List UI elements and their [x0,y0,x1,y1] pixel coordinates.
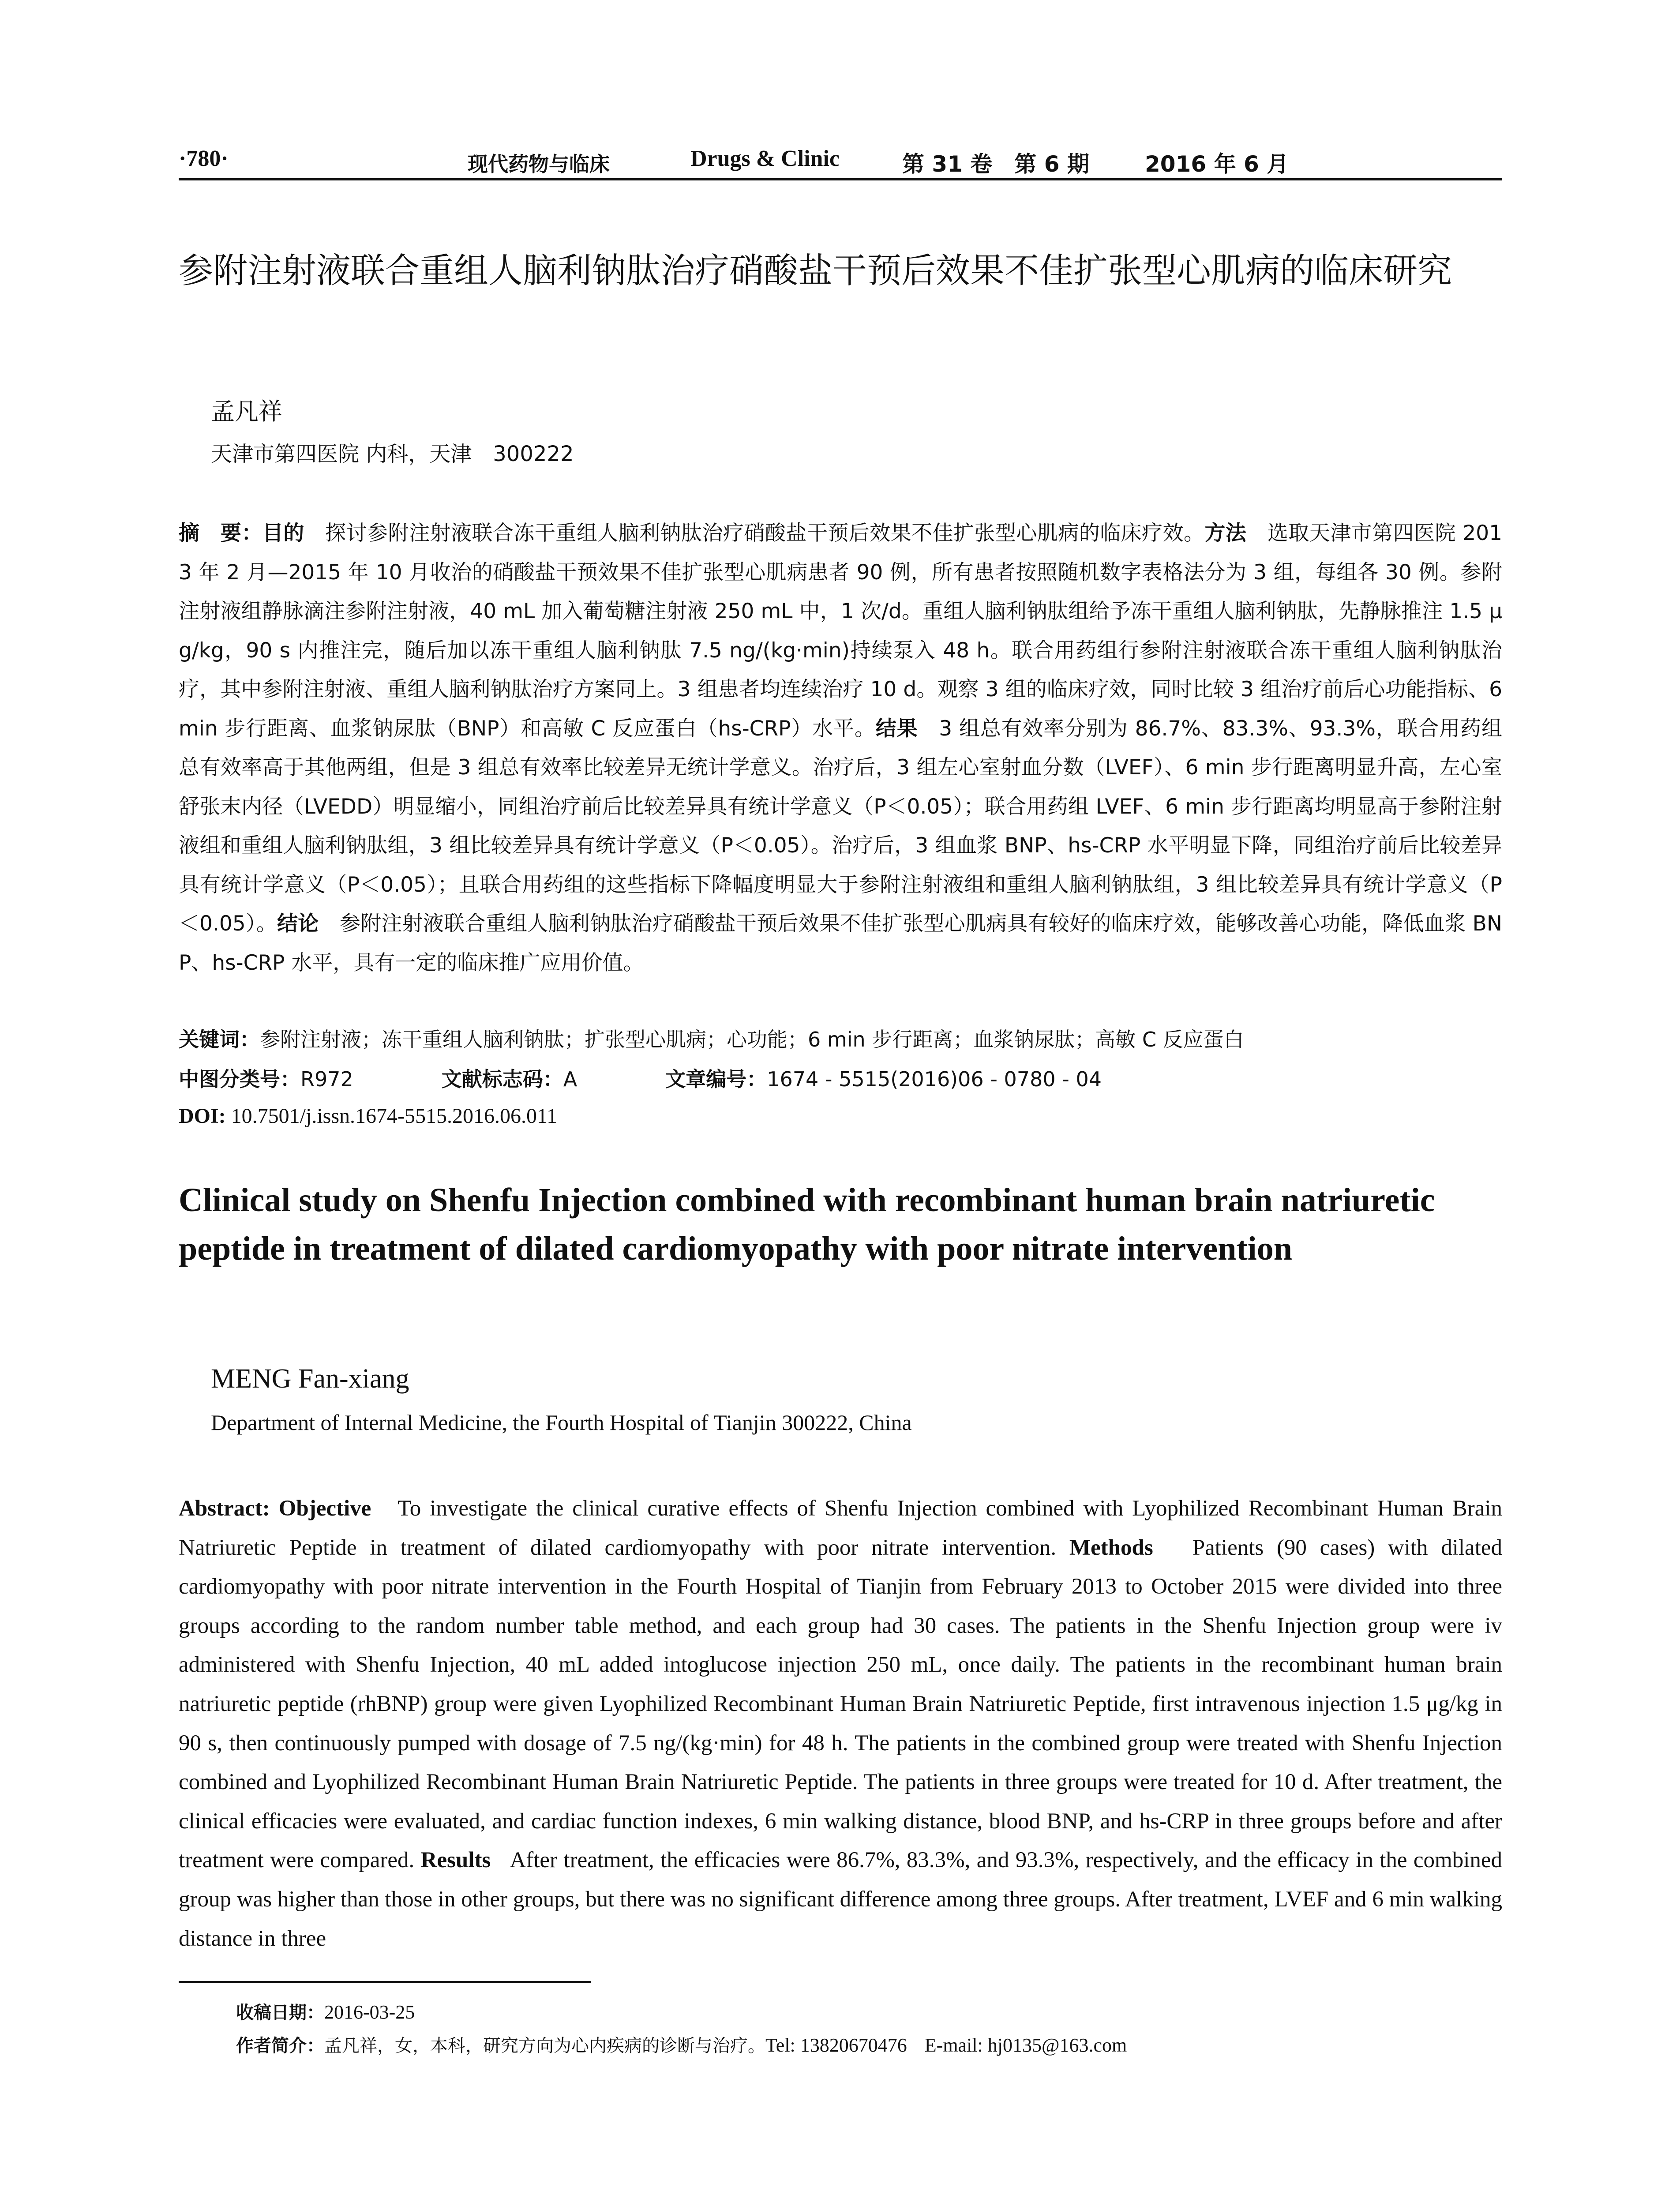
conclusion-text: 参附注射液联合重组人脑利钠肽治疗硝酸盐干预后效果不佳扩张型心肌病具有较好的临床疗效，能够改善心功能，降低血浆 BNP、hs-CRP 水平，具有一定的临床推广应用价值。 [179,912,1503,975]
conclusion-label: 结论 [277,912,319,936]
en-methods-text: Patients (90 cases) with dilated cardiomyopathy with poor nitrate intervention in the Fourth Hospital of Tianjin from February 2013 to October 2015 were divided into three groups according to the random number table method, and each group had 30 cases. The patients in the Shenfu Injection group were iv administered with Shenfu Injection, 40 mL added intoglucose injection 250 mL, once daily. The patients in the recombinant human brain natriuretic peptide (rhBNP) group were given Lyophilized Recombinant Human Brain Natriuretic Peptide, first intravenous injection 1.5 μg/kg in 90 s, then continuously pumped with dosage of 7.5 ng/(kg·min) for 48 h. The patients in the combined group were treated with Shenfu Injection combined and Lyophilized Recombinant Human Brain Natriuretic Peptide. The patients in three groups were treated for 10 d. After treatment, the clinical efficacies were evaluated, and cardiac function indexes, 6 min walking distance, blood BNP, and hs-CRP in three groups before and after treatment were compared. [179,1535,1503,1873]
issue-date: 2016 年 6 月 [1145,151,1289,177]
clc-label: 中图分类号： [179,1067,300,1091]
received-date: 2016-03-25 [324,2001,415,2023]
keywords-text: 参附注射液；冻干重组人脑利钠肽；扩张型心肌病；心功能；6 min 步行距离；血浆钠尿肽；高敏 C 反应蛋白 [260,1028,1244,1051]
keywords-label: 关键词： [179,1028,260,1051]
doc-code-label: 文献标志码： [441,1067,563,1091]
en-abstract-label: Abstract: [179,1496,270,1521]
bio-text: 孟凡祥，女，本科，研究方向为心内疾病的诊断与治疗。 [324,2036,765,2056]
doi-line [179,1104,557,1128]
volume-issue: 第 31 卷 第 6 期 [902,151,1089,177]
article-no-label: 文章编号： [665,1067,767,1091]
en-objective-text: To investigate the clinical curative effects of Shenfu Injection combined with Lyophilized Recombinant Human Brain Natriuretic Peptide in treatment of dilated cardiomyopathy with poor nitrate intervention. [179,1496,1503,1560]
page-number: ·780· [179,146,229,171]
received-label: 收稿日期： [236,2003,324,2023]
classification-line [179,1063,1102,1092]
objective-text: 探讨参附注射液联合冻干重组人脑利钠肽治疗硝酸盐干预后效果不佳扩张型心肌病的临床疗效。 [325,521,1205,545]
doi-label: DOI: [179,1104,226,1128]
chinese-title: 参附注射液联合重组人脑利钠肽治疗硝酸盐干预后效果不佳扩张型心肌病的临床研究 [179,251,1452,291]
abstract-label: 摘 要： [179,521,262,545]
en-results-label: Results [420,1848,491,1873]
chinese-author: 孟凡祥 [211,398,282,425]
bio-label: 作者简介： [236,2036,324,2056]
doi-value: 10.7501/j.issn.1674-5515.2016.06.011 [231,1104,558,1128]
en-methods-label: Methods [1069,1535,1153,1560]
english-author: MENG Fan-xiang [211,1364,409,1394]
english-abstract [179,1489,1502,1958]
article-no-value: 1674 - 5515(2016)06 - 0780 - 04 [767,1067,1102,1091]
doc-code-value: A [563,1067,578,1091]
journal-name-en: Drugs & Clinic [690,146,840,171]
chinese-abstract [179,514,1502,983]
en-objective-label: Objective [278,1496,371,1521]
en-results-text: After treatment, the efficacies were 86.7%, 83.3%, and 93.3%, respectively, and the efficacy in the combined group was higher than those in other groups, but there was no significant difference among three groups. After treatment, LVEF and 6 min walking distance in three [179,1848,1503,1951]
footnote-divider [179,1981,591,1983]
results-text: 3 组总有效率分别为 86.7%、83.3%、93.3%，联合用药组总有效率高于其他两组，但是 3 组总有效率比较差异无统计学意义。治疗后，3 组左心室射血分数（LVEF）、6 min 步行距离明显升高，左心室舒张末内径（LVEDD）明显缩小，同组治疗前后比较差异具有统计学意义（P＜0.05）；联合用药组 LVEF、6 min 步行距离均明显高于参附注射液组和重组人脑利钠肽组，3 组比较差异具有统计学意义（P＜0.05）。治疗后，3 组血浆 BNP、hs-CRP 水平明显下降，同组治疗前后比较差异具有统计学意义（P＜0.05）；且联合用药组的这些指标下降幅度明显大于参附注射液组和重组人脑利钠肽组，3 组比较差异具有统计学意义（P＜0.05）。 [179,716,1503,936]
received-date-footnote [236,1999,415,2024]
methods-label: 方法 [1204,521,1247,545]
running-header [179,140,1502,180]
keywords [179,1024,1502,1053]
author-email: E-mail: hj0135@163.com [924,2034,1127,2056]
objective-label: 目的 [262,521,304,545]
english-affiliation: Department of Internal Medicine, the Fourth Hospital of Tianjin 300222, China [211,1410,912,1435]
author-tel: Tel: 13820670476 [765,2034,907,2056]
methods-text: 选取天津市第四医院 2013 年 2 月—2015 年 10 月收治的硝酸盐干预效果不佳扩张型心肌病患者 90 例，所有患者按照随机数字表格法分为 3 组，每组各 30 例。参附注射液组静脉滴注参附注射液，40 mL 加入葡萄糖注射液 250 mL 中，1 次/d。重组人脑利钠肽组给予冻干重组人脑利钠肽，先静脉推注 1.5 μg/kg，90 s 内推注完，随后加以冻干重组人脑利钠肽 7.5 ng/(kg·min)持续泵入 48 h。联合用药组行参附注射液联合冻干重组人脑利钠肽治疗，其中参附注射液、重组人脑利钠肽治疗方案同上。3 组患者均连续治疗 10 d。观察 3 组的临床疗效，同时比较 3 组治疗前后心功能指标、6 min 步行距离、血浆钠尿肽（BNP）和高敏 C 反应蛋白（hs-CRP）水平。 [179,521,1503,741]
author-bio-footnote [236,2032,1127,2057]
clc-value: R972 [300,1067,353,1091]
chinese-affiliation: 天津市第四医院 内科，天津 300222 [211,442,574,466]
english-title: Clinical study on Shenfu Injection combined with recombinant human brain natriuretic peptide in treatment of dilated cardiomyopathy with poor nitrate intervention [179,1182,1435,1267]
journal-name-cn: 现代药物与临床 [468,152,610,176]
results-label: 结果 [875,716,918,741]
